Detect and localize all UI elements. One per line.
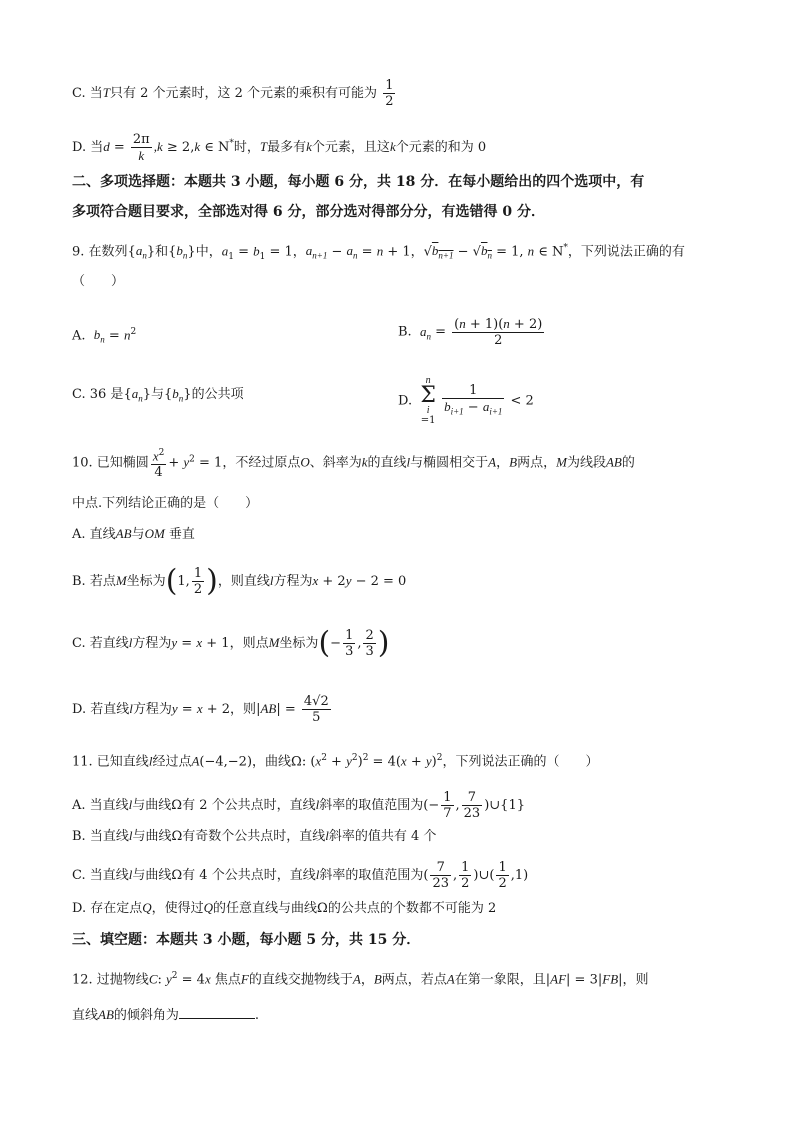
text: 焦点	[214, 972, 241, 988]
text: 坐标为	[279, 636, 319, 651]
text: ，则点	[229, 636, 269, 651]
text: 方程为	[273, 574, 313, 589]
text: 垂直	[168, 527, 195, 542]
fraction-4root2-5: $\frac{4√2}{5}$	[303, 694, 329, 725]
text: D. 当	[72, 140, 104, 155]
text: 与	[151, 387, 165, 402]
text: 、斜率为	[309, 455, 362, 471]
text: 有 4 个公共点时，直线	[182, 868, 316, 883]
text: 两点，若点	[381, 972, 447, 988]
fraction-sum-term: $\frac{1}{b_{i+1} - a_{i+1}}$	[444, 382, 503, 417]
text: 的直线交抛物线于	[248, 972, 353, 988]
text: C. 若直线	[72, 636, 129, 651]
text: 的	[621, 455, 635, 471]
text: 9. 在数列	[72, 244, 128, 260]
fraction-a-n: $\frac{(n + 1)(n + 2)}{2}$	[454, 316, 543, 348]
text: 10. 已知椭圆	[72, 455, 149, 471]
text: ，使得过	[151, 901, 204, 916]
text: 时，	[233, 140, 260, 155]
summation: n Σ i =1	[420, 375, 436, 426]
question-11-option-b: B. 当直线l与曲线Ω有奇数个公共点时，直线l斜率的值共有 4 个	[72, 828, 437, 844]
text: 个元素的和为 0	[395, 140, 487, 155]
text: 11. 已知直线	[72, 754, 149, 770]
fraction-one-half: $\frac{1}{2}$	[385, 78, 394, 109]
text: 和	[155, 244, 169, 260]
text: 与	[131, 527, 145, 542]
text: D.	[398, 393, 413, 409]
text: C. 36 是	[72, 387, 124, 402]
question-11-option-c: C. 当直线l与曲线Ω有 4 个公共点时，直线l斜率的取值范围为( $\frac{7}{23}$ , $\frac{1}{2}$ )∪( $\frac{1}{2}$ ,1)	[72, 860, 529, 891]
text: 两点，	[517, 455, 557, 471]
text: 斜率的取值范围为	[319, 798, 424, 813]
fraction-2pi-k: $\frac{2\pi}{k}$	[132, 132, 150, 163]
text: A.	[72, 328, 86, 344]
text: 直线	[72, 1008, 99, 1023]
text: 坐标为	[126, 574, 166, 589]
text: 的倾斜角为	[113, 1008, 179, 1023]
text: A. 直线	[72, 527, 116, 542]
answer-blank[interactable]	[179, 1004, 255, 1019]
question-9: 9. 在数列$\{a_n\}$和$\{b_n\}$中，$a_1 = b_1 = 1$，$a_{n+1} - a_n = n + 1$，$√b_{n+1} - √b_n = 1$, n ∈ N*，下列说法正确的有	[72, 243, 685, 262]
text: ，不经过原点	[222, 455, 301, 471]
text: 与曲线	[132, 868, 172, 883]
text: 的任意直线与曲线	[213, 901, 318, 916]
question-10-option-d: D. 若直线l方程为y = x + 2，则|AB| = $\frac{4√2}{5}$	[72, 694, 329, 725]
option-c-prev	[72, 78, 397, 109]
text: 的直线	[367, 455, 407, 471]
question-11-option-d: D. 存在定点Q，使得过Q的任意直线与曲线Ω的公共点的个数都不可能为 2	[72, 900, 497, 916]
text: 斜率的取值范围为	[319, 868, 424, 883]
text: ，下列说法正确的（ ）	[442, 754, 599, 770]
text: 有奇数个公共点时，直线	[182, 829, 326, 844]
text: 最多有	[267, 140, 307, 155]
text: 与椭圆相交于	[410, 455, 489, 471]
text: ，曲线	[252, 754, 292, 770]
question-12: 12. 过抛物线C: $y^2 = 4x$ 焦点F的直线交抛物线于A，B两点，若点A在第一象限，且|AF| = 3|FB|，则	[72, 971, 649, 988]
question-10-option-a: A. 直线AB与OM 垂直	[72, 526, 195, 542]
question-12-line2: 直线AB的倾斜角为 .	[72, 1004, 259, 1026]
text: B. 当直线	[72, 829, 129, 844]
text: 方程为	[132, 702, 172, 717]
section-2-header-line1: 二、多项选择题：本题共 3 小题，每小题 6 分，共 18 分．在每小题给出的四个选项中，有	[72, 174, 645, 190]
text: C. 当	[72, 86, 103, 101]
text: 只有 2 个元素时，这 2 个元素的乘积有可能为	[109, 86, 378, 101]
text: A. 当直线	[72, 798, 129, 813]
question-10: 10. 已知椭圆 $\frac{x^2}{4}$ + $y^2 = 1$，不经过原点O、斜率为k的直线l与椭圆相交于A，B两点，M为线段AB的	[72, 448, 635, 481]
section-3-header: 三、填空题：本题共 3 小题，每小题 5 分，共 15 分．	[72, 932, 421, 948]
text: 个元素，且这	[311, 140, 390, 155]
text: 与曲线	[132, 798, 172, 813]
text: ，则	[622, 972, 649, 988]
text: 与曲线	[132, 829, 172, 844]
text: 有 2 个公共点时，直线	[182, 798, 316, 813]
text: 在第一象限，且	[454, 972, 546, 988]
question-10-option-c: C. 若直线l方程为y = x + 1，则点M坐标为(− $\frac{1}{3}$ , $\frac{2}{3}$ )	[72, 625, 390, 661]
text: ，则直线	[217, 574, 270, 589]
question-9-option-d: D. n Σ i =1 $\frac{1}{b_{i+1} - a_{i+1}}$ < 2	[398, 375, 534, 426]
math-T: T	[102, 85, 110, 100]
option-d-prev: D. 当d = $\frac{2\pi}{k}$ ,k ≥ 2,k ∈ N*时，T最多有k个元素，且这k个元素的和为 0	[72, 132, 487, 163]
math-k-conditions: ,k	[153, 139, 163, 154]
question-10-option-b: B. 若点M坐标为(1, $\frac{1}{2}$ )，则直线l方程为x + 2y − 2 = 0	[72, 563, 407, 599]
text: D. 若直线	[72, 702, 130, 717]
question-9-option-a: A. $b_n = n^2$	[72, 327, 137, 345]
text: 斜率的值共有 4 个	[328, 829, 437, 844]
text: B. 若点	[72, 574, 116, 589]
question-9-paren: （ ）	[72, 274, 125, 289]
text: C. 当直线	[72, 868, 129, 883]
fraction-x2-4: $\frac{x^2}{4}$	[152, 448, 165, 481]
question-10-line2: 中点.下列结论正确的是（ ）	[72, 496, 259, 511]
text: 经过点	[152, 754, 192, 770]
section-2-header-line2: 多项符合题目要求，全部选对得 6 分，部分选对得部分分，有选错得 0 分．	[72, 204, 545, 220]
question-9-option-c: C. 36 是$\{a_n\}$与$\{b_n\}$的公共项	[72, 386, 244, 404]
question-9-option-b: B. $a_n$ = $\frac{(n + 1)(n + 2)}{2}$	[398, 316, 543, 348]
text: ，则	[230, 702, 257, 717]
text: .	[254, 1008, 260, 1023]
math-d-eq: d	[103, 139, 110, 154]
text: ，下列说法正确的有	[567, 244, 685, 260]
question-11-option-a: A. 当直线l与曲线Ω有 2 个公共点时，直线l斜率的取值范围为(− $\frac{1}{7}$ , $\frac{7}{23}$ )∪{1}	[72, 790, 525, 821]
text: 方程为	[132, 636, 172, 651]
text: 的公共项	[191, 387, 244, 402]
text: 12. 过抛物线	[72, 972, 149, 988]
text: 为线段	[566, 455, 606, 471]
text: 的公共点的个数都不可能为 2	[327, 901, 497, 916]
text: 中，	[195, 244, 222, 260]
question-11: 11. 已知直线l经过点A(−4,−2)，曲线Ω: $(x^2 + y^2)^2 = 4(x + y)^2$，下列说法正确的（ ）	[72, 753, 599, 770]
text: D. 存在定点	[72, 901, 143, 916]
text: B.	[398, 324, 412, 340]
